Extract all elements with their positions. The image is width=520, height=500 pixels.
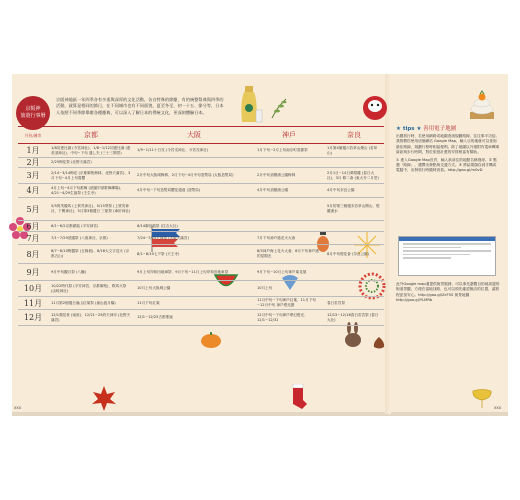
col-nara: 奈良 (347, 131, 361, 139)
table-body (18, 144, 384, 326)
event-cell-kyoto: 12/1顏見世 (南座)、12/21~25終天神市 (北野天滿宮) (51, 312, 131, 322)
event-cell-nara: 8月中旬燈花會 (奈良公園) (327, 251, 370, 256)
maple-leaf-icon (90, 384, 118, 412)
event-cell-kobe: 1月下旬~2月上旬南京町春節祭 (257, 148, 308, 152)
book-gutter (385, 74, 391, 414)
event-cell-nara: 2月1日~14日萬燈籠 (春日大社)、3月 修二會 (東大寺二月堂) (327, 170, 379, 180)
month-label: 11月 (23, 298, 43, 308)
month-label: 12月 (23, 313, 43, 322)
month-label: 5月 (26, 204, 40, 214)
event-cell-osaka: 7/24~7/25天神祭 (大阪天滿宮) (137, 235, 189, 240)
table-row (18, 297, 384, 310)
table-row (18, 310, 384, 326)
month-label: 7月 (26, 233, 40, 243)
event-cell-osaka: 4月中旬~下旬造幣局櫻花通道 (造幣局) (137, 188, 201, 192)
event-cell-kobe: 4月中旬須磨浦公園 (257, 188, 289, 192)
event-cell-nara: 5月的第三個週末若草山開山、燈籠流水 (327, 204, 380, 213)
month-label: 6月 (26, 221, 40, 231)
event-cell-kyoto: 10/22時代祭 (平安神宮、京都御苑)、鞍馬火祭 (由岐神社) (51, 283, 127, 293)
col-osaka: 大阪 (187, 131, 201, 139)
page-number-left: xxx (14, 405, 22, 410)
event-cell-kyoto: 2/25梅花祭 (北野天滿宮) (51, 160, 92, 164)
event-cell-nara: 12/15~12/18春日若宮祭 (春日大社) (327, 312, 379, 322)
table-row (18, 184, 384, 198)
table-row (18, 264, 384, 281)
intro-text: 京阪神地區一年四季各有多重與深厚的文化活動，各自特殊的節慶，有的統整祭典與四季的活動，就算是相同的節日，在不同城市也有不同面貌，夏至冬至、初一十五、節分等，日本人依照不同季節舉辦各種慶典，可以深入了解日本的傳統文化，更深刻體驗日本。 (56, 97, 224, 115)
table-row (18, 144, 384, 158)
event-cell-osaka: 2月中旬大阪城梅林、2月下旬~4月中旬造幣局 (大阪造幣局) (137, 173, 234, 177)
page-number-right: xxx (494, 405, 502, 410)
event-cell-nara: 春日若宮祭 (327, 300, 345, 305)
col-kobe: 神戶 (282, 131, 296, 139)
month-label: 2月 (26, 158, 40, 167)
tips-paragraph: 出國旅行時，若使用網路或地圖查詢規劃路線，往往事半功倍。我推薦你使用這個網站 Google Map，輸入目的地就可以查詢最佳路線，規劃行程時相當便利。除了地圖以外還附有電車轉乘資訊與步行時間，對於旅遊計畫的安排相當有幫助。 (396, 134, 500, 155)
ginkgo-leaf-icon (470, 388, 494, 410)
table-row (18, 198, 384, 221)
tips-streetview: 此外Google map還提供街景服務，可以事先瀏覽目的地周邊的街道景觀，方便在當地找路，也可以預先確認飯店的位置，讓旅程更加安心。http://goo.gl/ZcF5S 街景地圖 http://goo.gl/YLMRb (396, 282, 500, 303)
table-row (18, 281, 384, 297)
event-cell-kyoto: 5/5賀茂競馬 (上賀茂神社)、5/15葵祭 (上賀茂神社、下鴨神社)、5月第3個週日 三船祭 (車折神社) (51, 204, 131, 213)
col-kyoto: 京都 (84, 131, 98, 139)
chestnut-icon (372, 336, 386, 350)
event-cell-nara: 4月中旬奈良公園 (327, 188, 355, 192)
event-cell-kobe: 7月下旬神戶港花火大會 (257, 235, 296, 240)
event-cell-kobe: 8/5神戶海上花火大會、8月下旬神戶港的星期光 (257, 249, 319, 258)
month-label: 10月 (23, 284, 43, 293)
event-cell-kobe: 11月中旬~下旬神戶紅葉、11月下旬~12月中旬 神戶燈光節 (257, 298, 316, 307)
sake-bottle-icon (236, 84, 266, 124)
event-cell-osaka: 6/14御田植祭 (住吉大社) (137, 223, 178, 228)
table-row (18, 158, 384, 168)
tips-title: 善用電子地圖 (423, 126, 457, 132)
event-cell-kyoto: 1/8初惠比壽 (今宮神社)、1/8~1/12初惠比壽 (惠美須神社)、中旬~下旬 通し矢 (三十三間堂) (51, 145, 131, 155)
month-label: 3月 (26, 171, 40, 180)
badge-line2: 旅遊行事曆 (20, 113, 46, 119)
event-cell-nara: 1月第4個週六若草山燒山 (若草山) (327, 145, 378, 155)
event-cell-kyoto: 2/14~3/14梅花 (京都御苑梅林、北野天滿宮)、3月下旬~4月上旬賞櫻 (51, 170, 131, 180)
event-cell-kobe: 12月中旬~下旬神戶夢幻燈光、12/1~12/31 (257, 312, 308, 322)
kagami-mochi-icon (464, 86, 500, 122)
daruma-icon (360, 92, 390, 122)
event-cell-kyoto: 4月上旬~4月下旬都舞 (祇園甲部歌舞練場)、4/21~4/29生誕祭 (壬生寺) (51, 185, 124, 195)
event-cell-kyoto: 11月第2個週日嵐山紅葉祭 (嵐山渡月橋) (51, 300, 116, 305)
table-header (18, 126, 384, 144)
event-cell-kobe: 10月上旬 (257, 286, 273, 290)
event-cell-osaka: 10月上旬大阪城公園 (137, 286, 171, 290)
event-cell-kobe: 9月下旬~10月上旬神戶菊花展 (257, 269, 307, 274)
event-cell-osaka: 8/1~8/10七夕祭 (天王寺) (137, 251, 180, 256)
leaf-sprig-icon (268, 96, 290, 120)
table-row (18, 232, 384, 245)
event-cell-kyoto: 9月中旬觀月祭 (八幡) (51, 269, 86, 274)
event-cell-kobe: 2月中旬須磨浦公園梅林 (257, 173, 296, 177)
event-cell-osaka: 9月上旬岸和田地車祭、9月下旬~11月上旬岸和田地車祭 (137, 269, 229, 274)
badge-line1: 京阪神 (25, 106, 41, 112)
month-label: 4月 (26, 186, 40, 195)
tips-heading (396, 124, 456, 132)
tips-steps: ① 進入Google Map首頁，輸入欲前往的地點名稱搜尋。② 點選「路線」，選擇出發點與交通方式。③ 將結果儲存到手機或電腦中，出發旅行時隨時查看。http://goo.gl/m0vD (396, 157, 497, 173)
month-label: 8月 (26, 249, 40, 259)
event-cell-kyoto: 7/1~7/29祇園祭 (八坂神社、京都) (51, 235, 108, 240)
month-label: 1月 (26, 146, 40, 155)
tips-body (396, 134, 500, 174)
event-cell-osaka: 1/9~1/11十日戎 (今宮戎神社、今宮戎神社) (137, 148, 209, 152)
month-label: 9月 (26, 267, 40, 277)
pumpkin-icon (200, 332, 222, 348)
event-cell-kyoto: 8/7~8/10陶器祭 (五條坂)、8/16大文字送火 (京都五山) (51, 249, 130, 258)
event-cell-osaka: 12/1~12/25古都聖誕 (137, 315, 173, 319)
section-badge (16, 96, 50, 130)
table-row (18, 221, 384, 232)
corner-label: 月份/城市 (24, 132, 42, 138)
map-screenshot (398, 236, 496, 276)
tips-number: ★ tips ★ (396, 126, 422, 132)
christmas-stocking-icon (290, 384, 308, 410)
event-cell-osaka: 11月下旬紅葉 (137, 300, 160, 305)
event-cell-kyoto: 6/1~6/2京都薪能 (平安神宮) (51, 223, 99, 228)
table-row (18, 245, 384, 264)
event-calendar-table (18, 126, 384, 326)
table-row (18, 168, 384, 184)
page-edge (12, 412, 508, 416)
